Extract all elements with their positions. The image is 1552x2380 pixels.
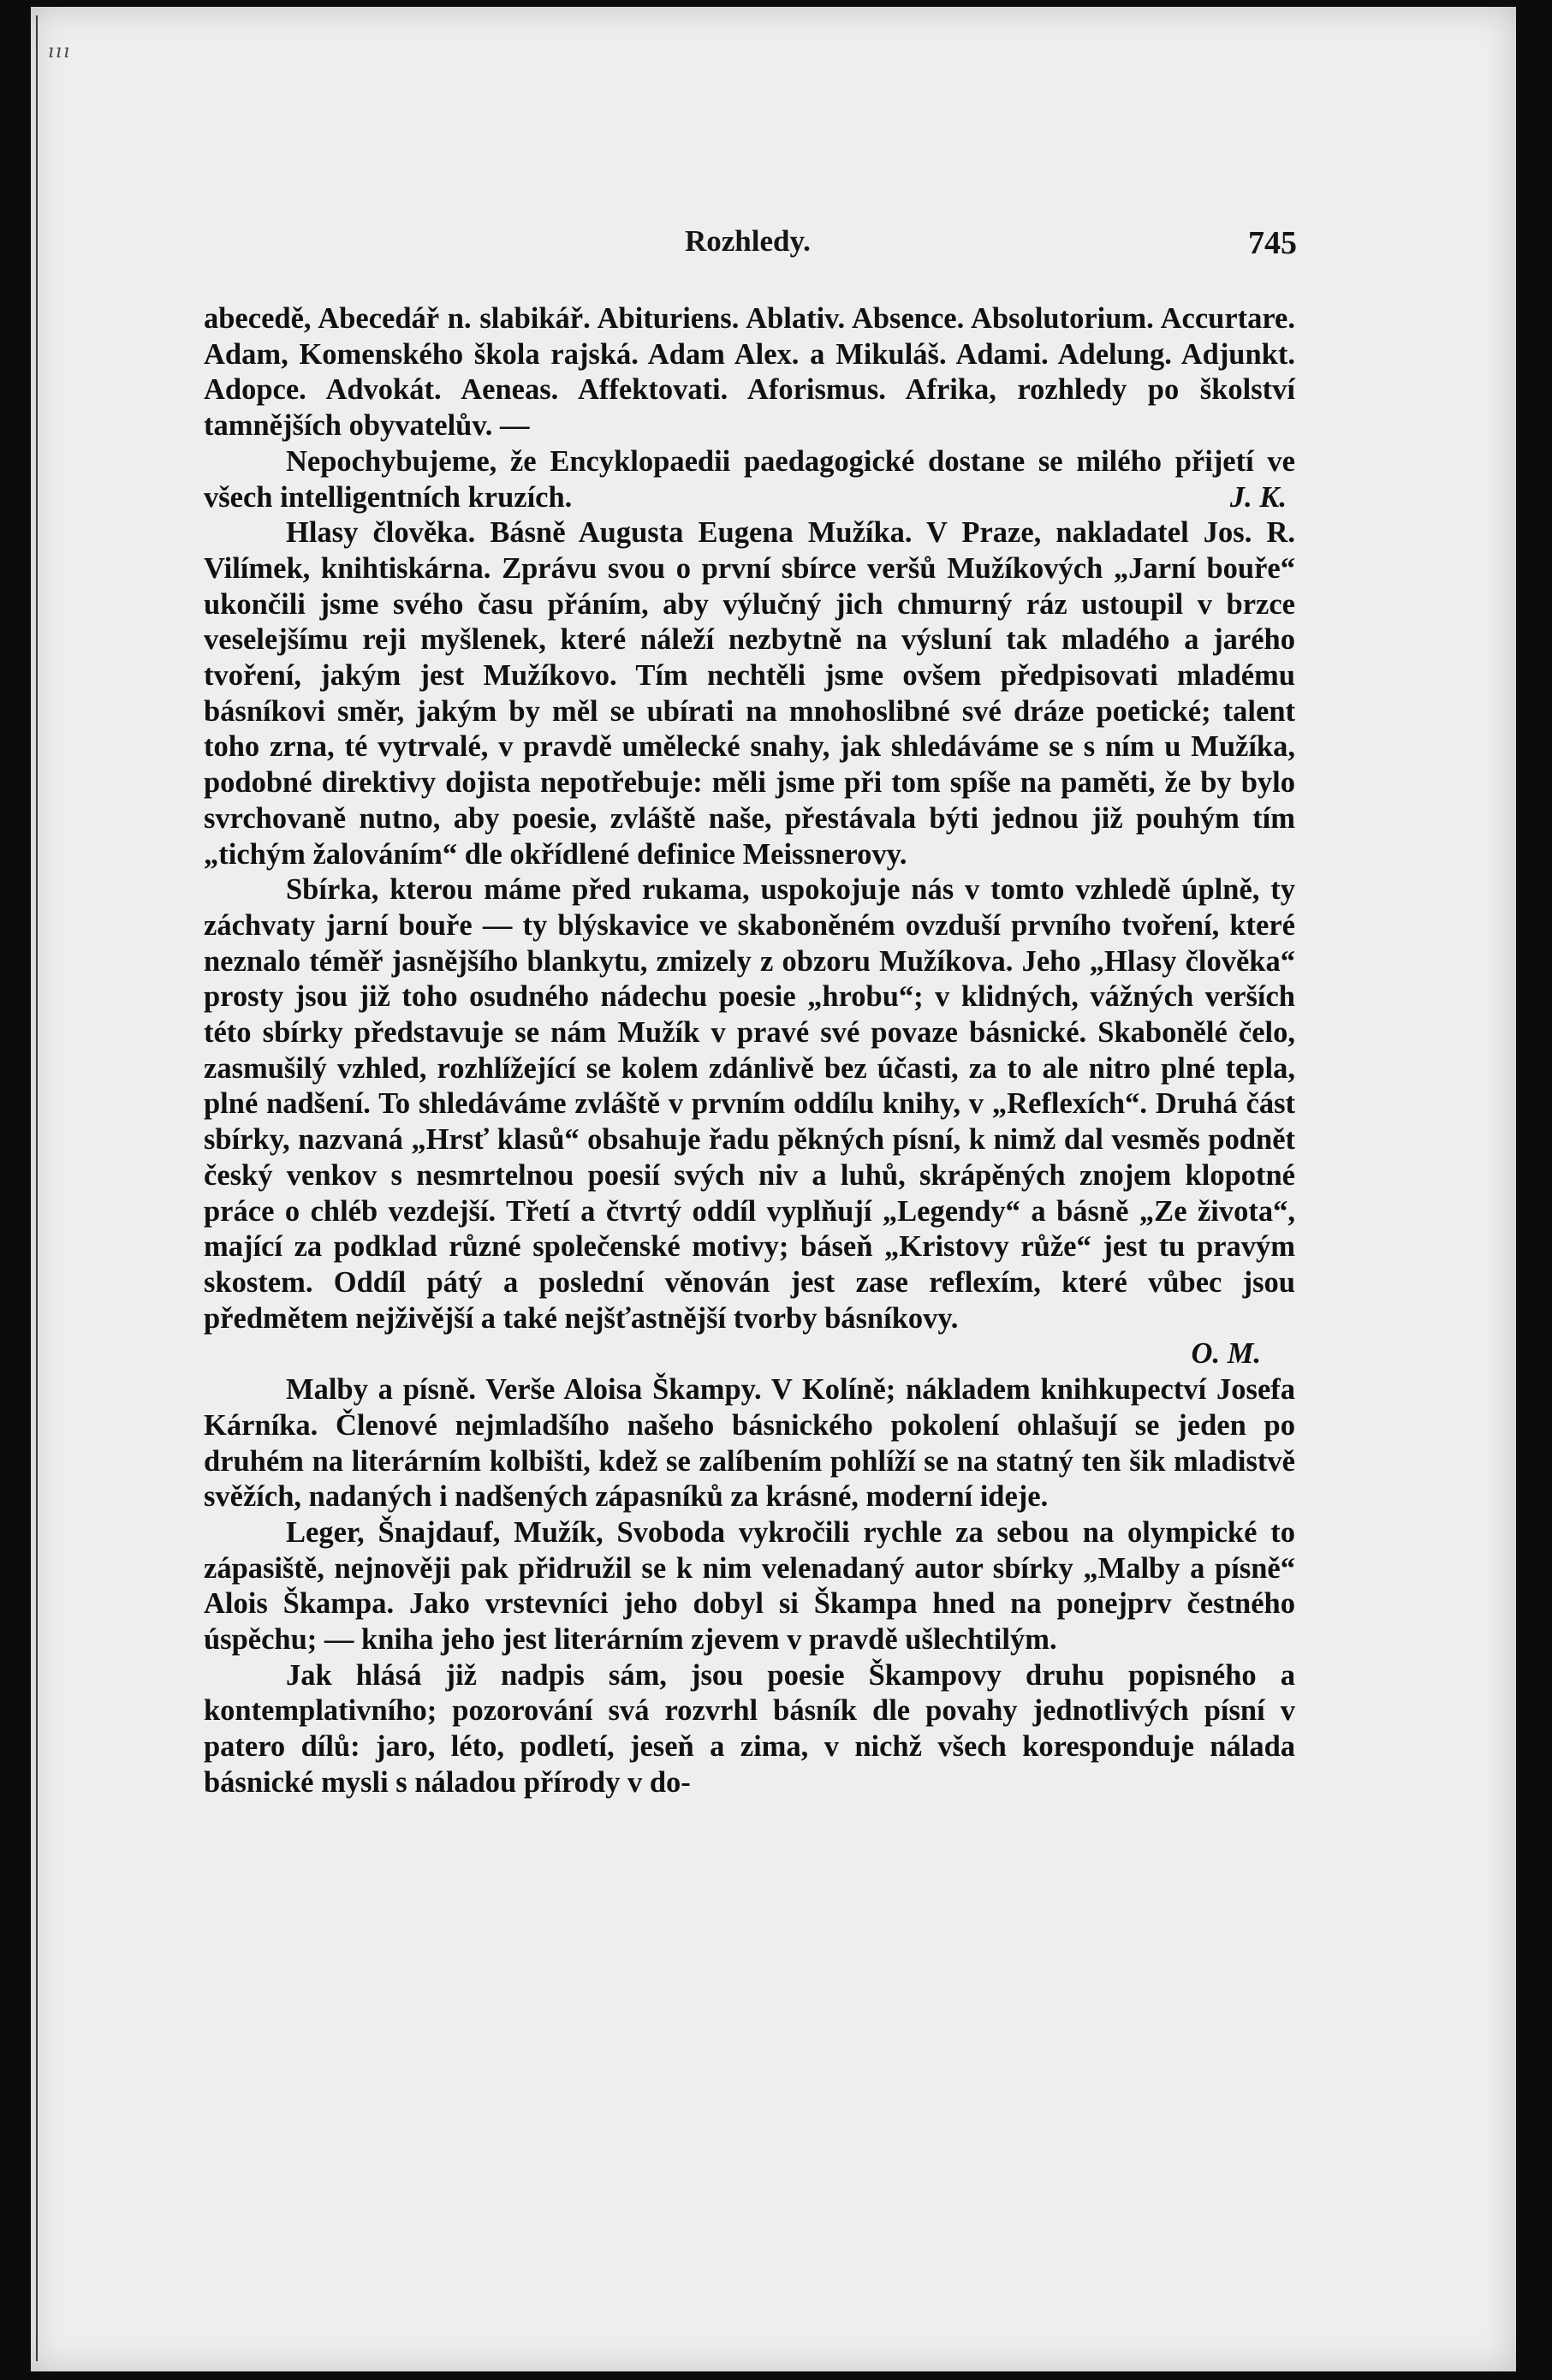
- paragraph-text: Nepochybujeme, že Encyklopaedii paedagogické dostane se milého přijetí ve všech intelligentních kruzích.: [204, 444, 1295, 514]
- edge-marks: ııı: [48, 41, 72, 62]
- paragraph: Sbírka, kterou máme před rukama, uspokojuje nás v tomto vzhledě úplně, ty záchvaty jarní bouře — ty blýskavice ve skaboněném ovzduší prvního tvoření, které neznalo téměř jasnějšího blankytu, zmizely z obzoru Mužíkova. Jeho „Hlasy člověka“ prosty jsou již toho osudného nádechu poesie „hrobu“; v klidných, vážných verších této sbírky představuje se nám Mužík v pravé své povaze básnické. Skabonělé čelo, zasmušilý vzhled, rozhlížející se kolem zdánlivě bez účasti, za to ale nitro plné tepla, plné nadšení. To shledáváme zvláště v prvním oddílu knihy, v „Reflexích“. Druhá část sbírky, nazvaná „Hrsť klasů“ obsahuje řadu pěkných písní, k nimž dal vesměs podnět český venkov s nesmrtelnou poesií svých niv a luhů, skrápěných znojem klopotné práce o chléb vezdejší. Třetí a čtvrtý oddíl vyplňují „Legendy“ a básně „Ze života“, mající za podklad různé společenské motivy; báseň „Kristovy růže“ jest tu pravým skostem. Oddíl pátý a poslední věnován jest zase reflexím, které vůbec jsou předmětem nejživější a také nejšťastnější tvorby básníkovy.: [204, 873, 1295, 1335]
- binding-edge-line: [36, 15, 38, 2361]
- signature: O. M.: [1191, 1337, 1261, 1371]
- page-header: [205, 224, 1297, 267]
- page-number: 745: [1248, 225, 1297, 261]
- paragraph: Hlasy člověka. Básně Augusta Eugena Mužíka. V Praze, nakladatel Jos. R. Vilímek, knihtiskárna. Zprávu svou o první sbírce veršů Mužíkových „Jarní bouře“ ukončili jsme svého času přáním, aby výlučný jich chmurný ráz ustoupil v brzce veselejšímu reji myšlenek, které náleží nezbytně na výsluní tak mladého a jarého tvoření, jakým jest Mužíkovo. Tím nechtěli jsme ovšem předpisovati mladému básníkovi směr, jakým by měl se ubírati na mnohoslibné své dráze poetické; talent toho zrna, té vytrvalé, v pravdě umělecké snahy, jak shledáváme se s ním u Mužíka, podobné direktivy dojista nepotřebuje: měli jsme při tom spíše na paměti, že by bylo svrchovaně nutno, aby poesie, zvláště naše, přestávala býti jednou již pouhým tím „tichým žalováním“ dle okřídlené definice Meissnerovy.: [204, 516, 1295, 871]
- signature: J. K.: [1229, 480, 1287, 514]
- body-text: [204, 301, 1295, 1801]
- paragraph: [204, 444, 1295, 515]
- paragraph: Malby a písně. Verše Aloisa Škampy. V Kolíně; nákladem knihkupectví Josefa Kárníka. Členové nejmladšího našeho básnického pokolení ohlašují se jeden po druhém na literárním kolbišti, kdež se zalíbením pohlíží se na statný ten šik mladistvě svěžích, nadaných i nadšených zápasníků za krásné, moderní ideje.: [204, 1373, 1295, 1514]
- paragraph: abecedě, Abecedář n. slabikář. Abituriens. Ablativ. Absence. Absolutorium. Accurtare. Adam, Komenského škola rajská. Adam Alex. a Mikuláš. Adami. Adelung. Adjunkt. Adopce. Advokát. Aeneas. Affektovati. Aforismus. Afrika, rozhledy po školství tamnějších obyvatelův. —: [204, 302, 1295, 443]
- running-head: Rozhledy.: [685, 224, 811, 258]
- paragraph: Jak hlásá již nadpis sám, jsou poesie Škampovy druhu popisného a kontemplativního; pozorování svá rozvrhl básník dle povahy jednotlivých písní v patero dílů: jaro, léto, podletí, jeseň a zima, v nichž všech koresponduje nálada básnické mysli s náladou přírody v do-: [204, 1658, 1295, 1799]
- paragraph: Leger, Šnajdauf, Mužík, Svoboda vykročili rychle za sebou na olympické to zápasiště, nejnověji pak přidružil se k nim velenadaný autor sbírky „Malby a písně“ Alois Škampa. Jako vrstevníci jeho dobyl si Škampa hned na ponejprv čestného úspěchu; — kniha jeho jest literárním zjevem v pravdě ušlechtilým.: [204, 1515, 1295, 1657]
